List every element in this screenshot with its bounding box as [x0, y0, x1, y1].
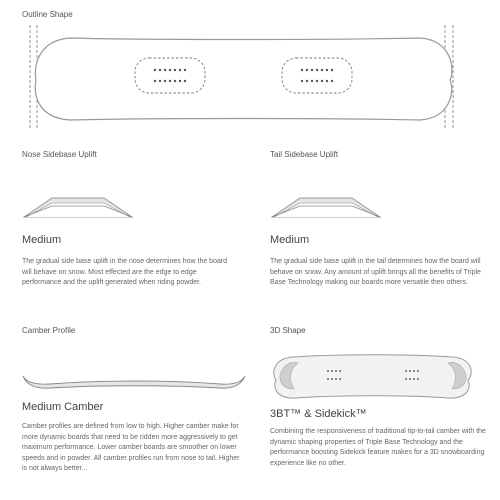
nose-uplift-label: Nose Sidebase Uplift: [22, 150, 97, 159]
outline-shape-diagram: [0, 0, 500, 140]
camber-profile-diagram: [20, 360, 250, 400]
camber-profile-label: Camber Profile: [22, 326, 76, 335]
camber-profile-heading: Medium Camber: [22, 401, 104, 413]
tail-uplift-label: Tail Sidebase Uplift: [270, 150, 339, 159]
tail-uplift-heading: Medium: [270, 234, 310, 246]
3d-shape-diagram: [268, 345, 478, 405]
nose-uplift-description: The gradual side base uplift in the nose determines how the board will behave on snow. Most effected are the edge to edge performance and the uplift generated when riding powder.: [22, 258, 228, 286]
nose-uplift-heading: Medium: [22, 234, 62, 246]
3d-shape-heading: 3BT™ & Sidekick™: [270, 408, 367, 420]
tail-uplift-description: The gradual side base uplift in the tail determines how the board will behave on snow. Any amount of uplift brings all the benefits of Triple Base Technology making our boards more versatile then others.: [270, 258, 481, 286]
3d-shape-description: Combining the responsiveness of traditional tip-to-tail camber with the dynamic shaping properties of Triple Base Technology and the performance boosting Sidekick feature makes for a 3D snowboarding experience like no other.: [270, 428, 486, 467]
outline-shape-label: Outline Shape: [22, 10, 73, 19]
nose-uplift-diagram: [22, 190, 142, 230]
camber-profile-description: Camber profiles are defined from low to high. Higher camber make for more dynamic boards that need to be ridden more aggressively to get maximum performance. Lower camber boards are smoother on lower speeds and in powder. All camber profiles run from nose to tail. Higher is not always better...: [22, 423, 240, 472]
tail-uplift-diagram: [270, 190, 390, 230]
3d-shape-label: 3D Shape: [270, 326, 306, 335]
